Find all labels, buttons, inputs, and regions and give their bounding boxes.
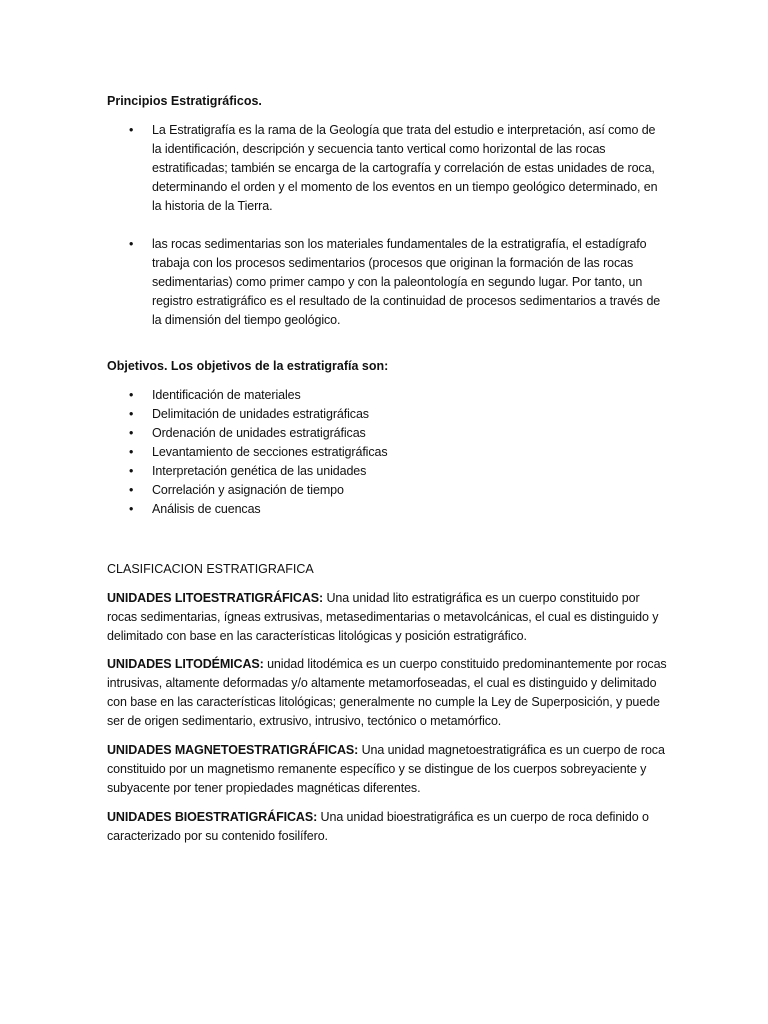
principios-list (107, 121, 667, 330)
bullet-icon: • (129, 407, 134, 421)
objetivo-item-7: Análisis de cuencas (152, 502, 261, 516)
list-item (107, 443, 667, 462)
unit-text-magneto: Una unidad magnetoestratigráfica es un cuerpo de roca constituido por un magnetismo remanente específico y se distingue de los cuerpos sobreyaciente y subyacente por tener propiedades magnéticas diferentes. (107, 743, 665, 795)
objetivo-item-6: Correlación y asignación de tiempo (152, 483, 344, 497)
list-item (107, 481, 667, 500)
unit-lead-magneto: UNIDADES MAGNETOESTRATIGRÁFICAS: (107, 743, 359, 757)
list-item (107, 424, 667, 443)
objetivo-item-4: Levantamiento de secciones estratigráficas (152, 445, 388, 459)
objetivos-title: Objetivos. Los objetivos de la estratigrafía son: (107, 359, 389, 373)
bullet-icon: • (129, 123, 134, 137)
unit-paragraph-bio (107, 808, 667, 846)
principios-bullet-1: La Estratigrafía es la rama de la Geología que trata del estudio e interpretación, así como de la identificación, descripción y secuencia tanto vertical como horizontal de las rocas estratificadas; también se encarga de la cartografía y correlación de estas unidades de roca, determinando el orden y el momento de los eventos en un tiempo geológico determinado, en la historia de la Tierra. (152, 123, 658, 213)
list-item (107, 121, 667, 216)
list-item (107, 386, 667, 405)
list-item (107, 405, 667, 424)
bullet-icon: • (129, 445, 134, 459)
list-item (107, 462, 667, 481)
objetivo-item-1: Identificación de materiales (152, 388, 301, 402)
unit-text-bio: Una unidad bioestratigráfica es un cuerpo de roca definido o caracterizado por su contenido fosilífero. (107, 810, 649, 843)
objetivos-list (107, 386, 667, 519)
clasificacion-title: CLASIFICACION ESTRATIGRAFICA (107, 562, 314, 576)
objetivo-item-2: Delimitación de unidades estratigráficas (152, 407, 369, 421)
list-item (107, 500, 667, 519)
objetivo-item-5: Interpretación genética de las unidades (152, 464, 367, 478)
list-item (107, 235, 667, 330)
unit-lead-bio: UNIDADES BIOESTRATIGRÁFICAS: (107, 810, 318, 824)
bullet-icon: • (129, 237, 134, 251)
principios-bullet-2: las rocas sedimentarias son los materiales fundamentales de la estratigrafía, el estadígrafo trabaja con los procesos sedimentarios (procesos que originan la formación de las rocas sedimentarias) como primer campo y con la paleontología en segundo lugar. Por tanto, un registro estratigráfico es el resultado de la continuidad de procesos sedimentarios a través de la dimensión del tiempo geológico. (152, 237, 661, 327)
unit-text-litodemica: unidad litodémica es un cuerpo constituido predominantemente por rocas intrusivas, altamente deformadas y/o altamente metamorfoseadas, el cual es distinguido y delimitado con base en las características litológicas; generalmente no cumple la Ley de Superposición, y puede ser de origen sedimentario, extrusivo, intrusivo, tectónico o metamórfico. (107, 657, 667, 728)
principios-title: Principios Estratigráficos. (107, 94, 262, 108)
unit-paragraph-magneto (107, 741, 667, 798)
bullet-icon: • (129, 388, 134, 402)
bullet-icon: • (129, 483, 134, 497)
bullet-icon: • (129, 502, 134, 516)
unit-lead-litodemica: UNIDADES LITODÉMICAS: (107, 657, 264, 671)
unit-lead-lito: UNIDADES LITOESTRATIGRÁFICAS: (107, 591, 324, 605)
bullet-icon: • (129, 426, 134, 440)
unit-paragraph-lito (107, 589, 667, 646)
objetivo-item-3: Ordenación de unidades estratigráficas (152, 426, 366, 440)
unit-paragraph-litodemica (107, 655, 667, 731)
bullet-icon: • (129, 464, 134, 478)
unit-text-lito: Una unidad lito estratigráfica es un cuerpo constituido por rocas sedimentarias, ígneas extrusivas, metasedimentarias o metavolcánicas, el cual es distinguido y delimitado con base en las características litológicas y posición estratigráfico. (107, 591, 659, 643)
